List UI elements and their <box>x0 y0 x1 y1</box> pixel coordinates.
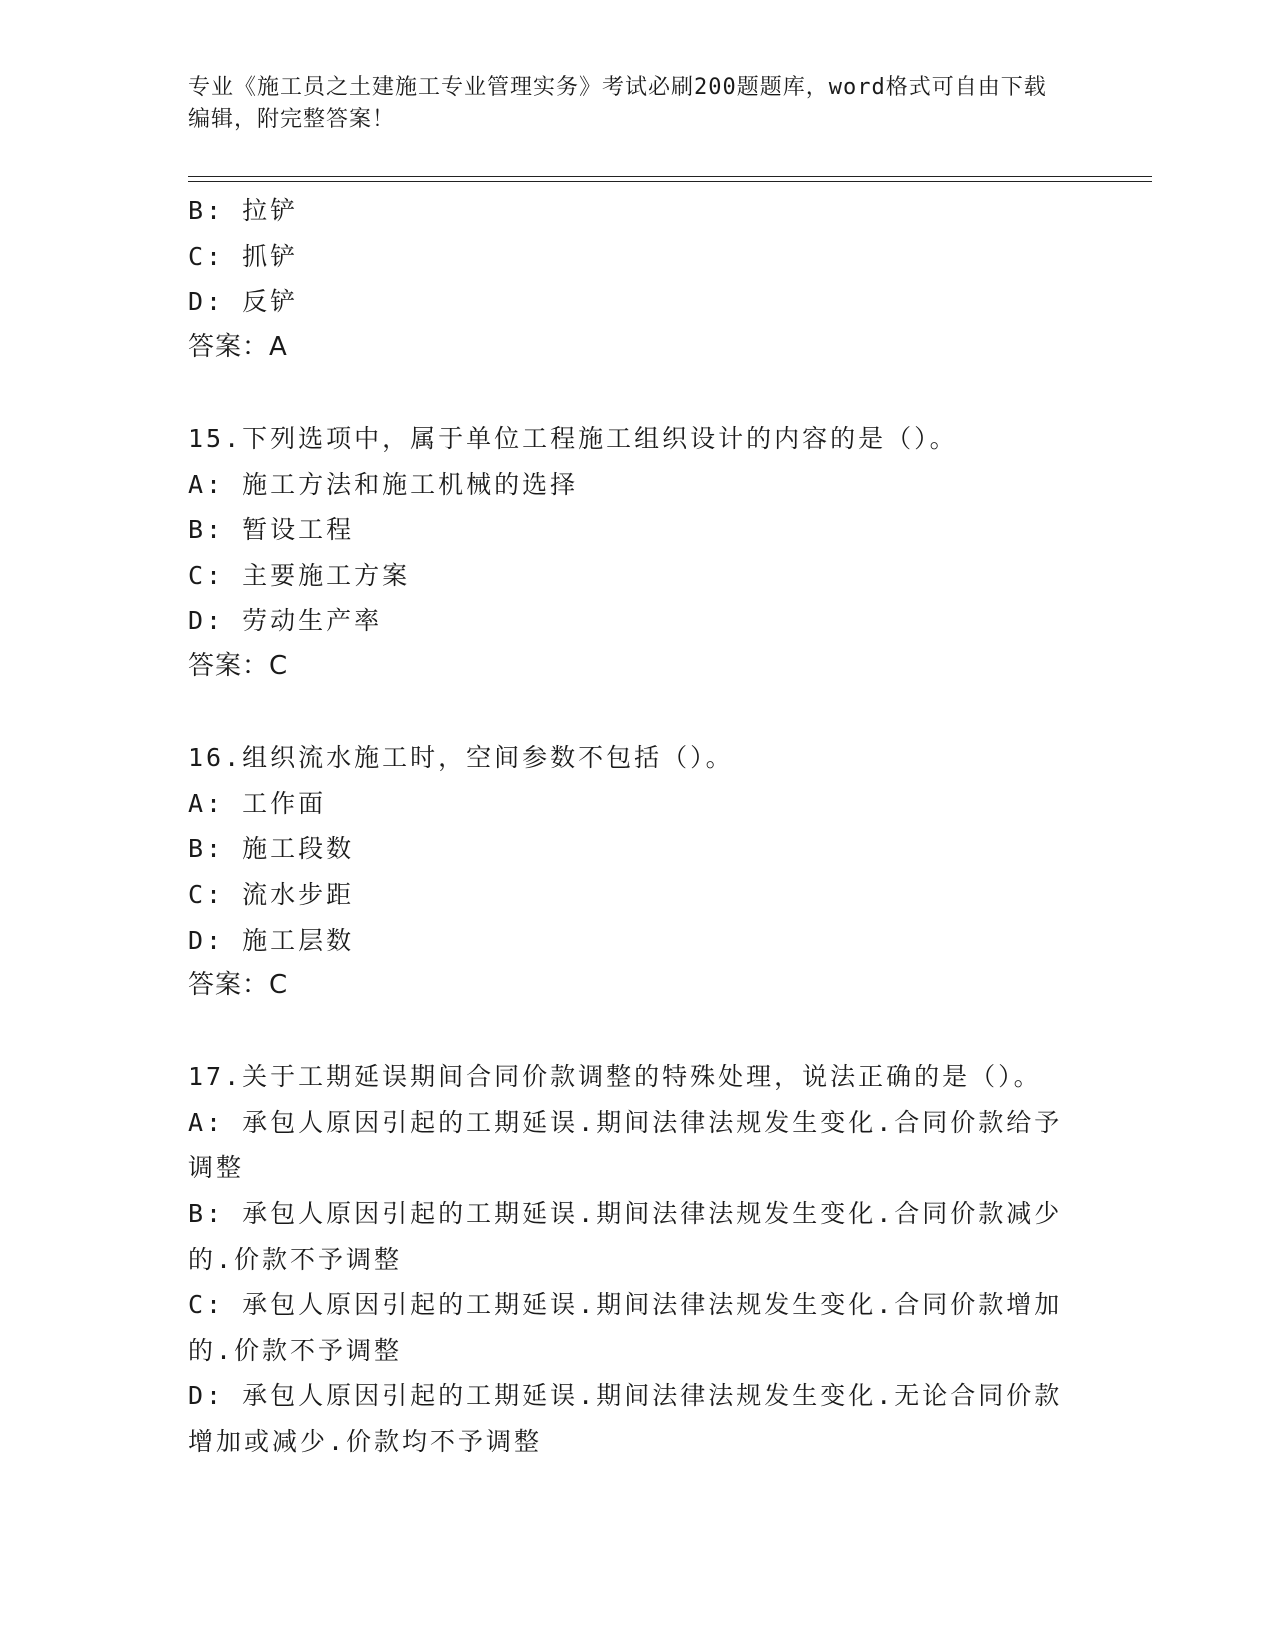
spacer <box>188 690 1088 736</box>
option-b: B: 暂设工程 <box>188 515 355 545</box>
option-a: A: 工作面 <box>188 788 327 818</box>
option-b: B: 施工段数 <box>188 834 355 864</box>
previous-question-tail <box>188 188 1088 370</box>
option-b: B: 承包人原因引起的工期延误.期间法律法规发生变化.合同价款减少的.价款不予调整 <box>188 1199 1063 1274</box>
option-d: D: 承包人原因引起的工期延误.期间法律法规发生变化.无论合同价款增加或减少.价款均不予调整 <box>188 1381 1063 1457</box>
option-c: C: 抓铲 <box>188 241 299 271</box>
answer: 答案：C <box>188 650 289 681</box>
spacer <box>188 370 1088 416</box>
question-title: 17.关于工期延误期间合同价款调整的特殊处理，说法正确的是（）。 <box>188 1062 1042 1092</box>
answer: 答案：C <box>188 970 289 1001</box>
question-title: 15.下列选项中，属于单位工程施工组织设计的内容的是（）。 <box>188 423 958 453</box>
option-c: C: 流水步距 <box>188 879 355 909</box>
option-c: C: 主要施工方案 <box>188 560 411 590</box>
header-divider-top <box>188 176 1152 177</box>
document-body <box>188 188 1088 1465</box>
question-15 <box>188 416 1088 690</box>
option-d: D: 施工层数 <box>188 925 355 955</box>
option-a: A: 施工方法和施工机械的选择 <box>188 469 579 499</box>
question-16 <box>188 735 1088 1009</box>
option-c: C: 承包人原因引起的工期延误.期间法律法规发生变化.合同价款增加的.价款不予调整 <box>188 1290 1063 1365</box>
option-d: D: 反铲 <box>188 287 299 317</box>
option-d: D: 劳动生产率 <box>188 606 383 636</box>
option-a: A: 承包人原因引起的工期延误.期间法律法规发生变化.合同价款给予调整 <box>188 1107 1063 1183</box>
option-b: B: 拉铲 <box>188 196 299 225</box>
question-title: 16.组织流水施工时，空间参数不包括（）。 <box>188 743 734 773</box>
spacer <box>188 1009 1088 1055</box>
answer: 答案：A <box>188 331 288 362</box>
question-17 <box>188 1054 1088 1464</box>
header-divider-bottom <box>188 181 1152 182</box>
document-header: 专业《施工员之土建施工专业管理实务》考试必刷200题题库，word格式可自由下载编辑，附完整答案！ <box>188 75 1047 132</box>
